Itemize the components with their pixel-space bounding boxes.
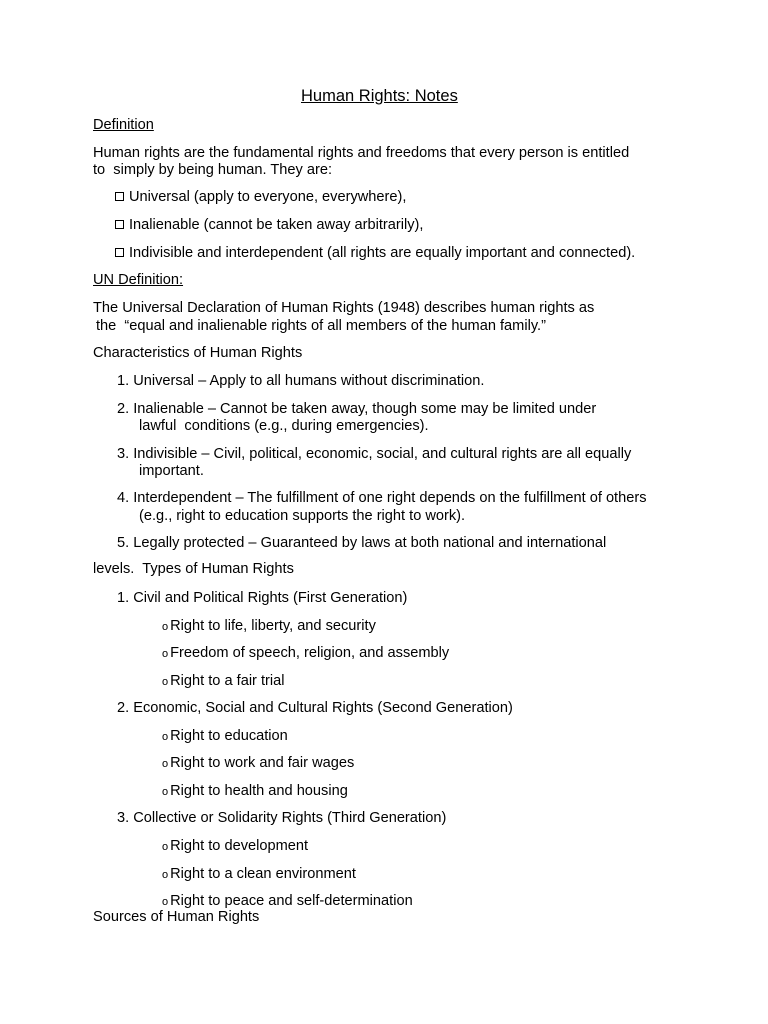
rights-group-heading: 3. Collective or Solidarity Rights (Third Generation) bbox=[117, 810, 447, 826]
circle-bullet-icon: o bbox=[162, 731, 169, 743]
circle-bullet-icon: o bbox=[162, 621, 169, 633]
definition-bullet bbox=[115, 245, 635, 262]
rights-item-text: Right to a clean environment bbox=[170, 866, 356, 882]
page-title: Human Rights: Notes bbox=[301, 87, 458, 105]
rights-item-text: Freedom of speech, religion, and assembly bbox=[170, 645, 450, 661]
characteristic-item: 3. Indivisible – Civil, political, economic, social, and cultural rights are all equally bbox=[117, 446, 632, 462]
sources-heading: Sources of Human Rights bbox=[93, 909, 260, 925]
circle-bullet-icon: o bbox=[162, 841, 169, 853]
definition-bullet bbox=[115, 217, 423, 234]
characteristic-item-cont: (e.g., right to education supports the right to work). bbox=[139, 508, 466, 524]
rights-item bbox=[162, 673, 285, 691]
circle-bullet-icon: o bbox=[162, 786, 169, 798]
rights-item bbox=[162, 645, 449, 663]
circle-bullet-icon: o bbox=[162, 869, 169, 881]
characteristic-item: 1. Universal – Apply to all humans without discrimination. bbox=[117, 373, 485, 389]
rights-item-text: Right to peace and self-determination bbox=[170, 893, 413, 909]
circle-bullet-icon: o bbox=[162, 758, 169, 770]
bullet-text: Indivisible and interdependent (all rights are equally important and connected). bbox=[129, 245, 636, 261]
un-definition-line2: the “equal and inalienable rights of all members of the human family.” bbox=[96, 318, 546, 334]
rights-item bbox=[162, 838, 308, 856]
rights-item bbox=[162, 866, 356, 884]
square-bullet-icon bbox=[115, 192, 124, 201]
rights-item-text: Right to work and fair wages bbox=[170, 755, 355, 771]
definition-text-line2: to simply by being human. They are: bbox=[93, 162, 333, 178]
characteristic-item-cont: important. bbox=[139, 463, 204, 479]
characteristic-item: 2. Inalienable – Cannot be taken away, though some may be limited under bbox=[117, 401, 597, 417]
rights-group-heading: 2. Economic, Social and Cultural Rights (Second Generation) bbox=[117, 700, 513, 716]
circle-bullet-icon: o bbox=[162, 676, 169, 688]
definition-bullet bbox=[115, 189, 406, 206]
definition-text-line1: Human rights are the fundamental rights and freedoms that every person is entitled bbox=[93, 145, 630, 161]
definition-heading: Definition bbox=[93, 117, 154, 133]
characteristic-item: 5. Legally protected – Guaranteed by laws at both national and international bbox=[117, 535, 607, 551]
circle-bullet-icon: o bbox=[162, 896, 169, 908]
rights-item bbox=[162, 783, 348, 801]
square-bullet-icon bbox=[115, 220, 124, 229]
rights-group-heading: 1. Civil and Political Rights (First Generation) bbox=[117, 590, 408, 606]
rights-item bbox=[162, 755, 354, 773]
bullet-text: Inalienable (cannot be taken away arbitrarily), bbox=[129, 217, 424, 233]
characteristic-item-cont: lawful conditions (e.g., during emergencies). bbox=[139, 418, 429, 434]
rights-item bbox=[162, 618, 376, 636]
square-bullet-icon bbox=[115, 248, 124, 257]
rights-item-text: Right to health and housing bbox=[170, 783, 348, 799]
bullet-text: Universal (apply to everyone, everywhere), bbox=[129, 189, 407, 205]
rights-item-text: Right to education bbox=[170, 728, 288, 744]
characteristics-heading: Characteristics of Human Rights bbox=[93, 345, 303, 361]
rights-item-text: Right to life, liberty, and security bbox=[170, 618, 376, 634]
un-definition-heading: UN Definition: bbox=[93, 272, 184, 288]
rights-item-text: Right to development bbox=[170, 838, 309, 854]
circle-bullet-icon: o bbox=[162, 648, 169, 660]
un-definition-line1: The Universal Declaration of Human Rights (1948) describes human rights as bbox=[93, 300, 595, 316]
rights-item bbox=[162, 728, 288, 746]
types-heading: levels. Types of Human Rights bbox=[93, 561, 294, 577]
rights-item-text: Right to a fair trial bbox=[170, 673, 285, 689]
characteristic-item: 4. Interdependent – The fulfillment of one right depends on the fulfillment of others bbox=[117, 490, 647, 506]
